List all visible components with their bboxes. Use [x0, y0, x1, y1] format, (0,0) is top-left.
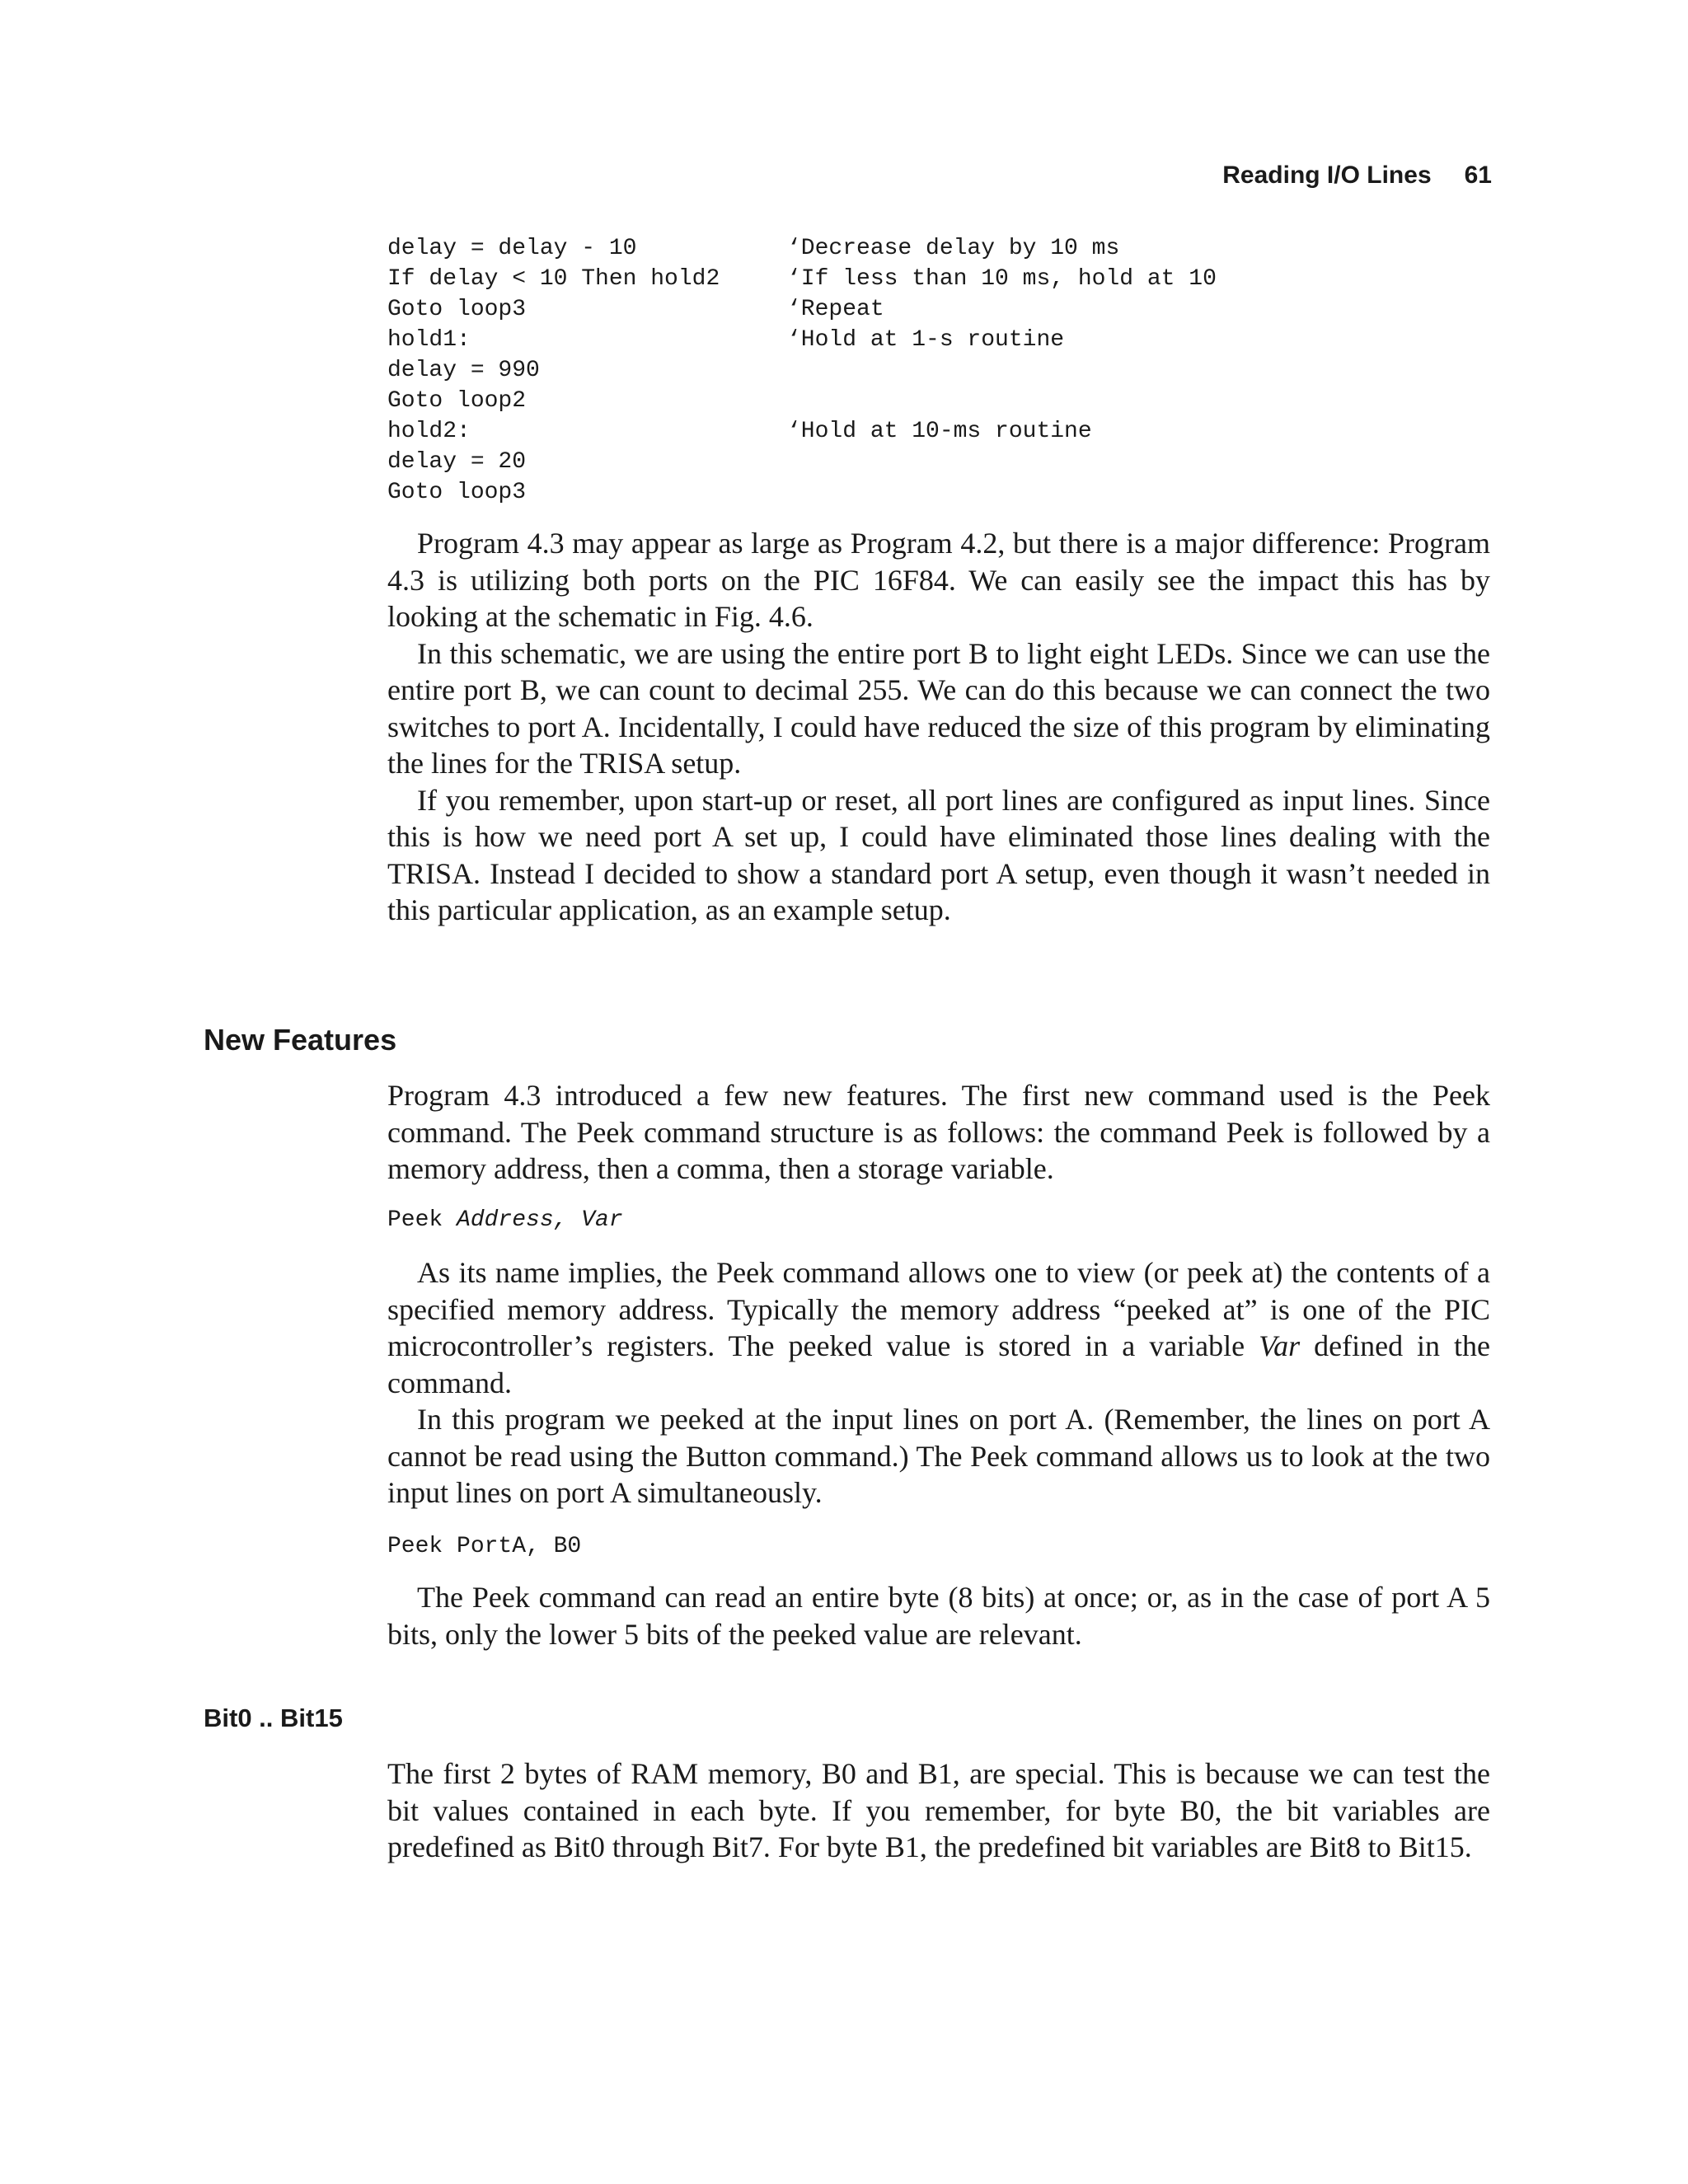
text-run: defined in the command.: [387, 1329, 1491, 1399]
code-statement: Goto loop3: [387, 480, 527, 505]
new-features-intro: [387, 1077, 1490, 1188]
code-statement: If delay < 10 Then hold2: [387, 266, 720, 292]
code-line: [387, 386, 1294, 416]
bits-text: [387, 1755, 1490, 1866]
code-line: [387, 325, 1294, 355]
code-comment: ‘Hold at 10-ms routine: [787, 419, 1092, 444]
code-statement: delay = 20: [387, 449, 527, 475]
syntax-arguments: Address, Var: [457, 1207, 623, 1233]
paragraph: Program 4.3 may appear as large as Program 4.2, but there is a major difference: Program 4.3 is utilizing both ports on the PIC 16F84. We can easily see the impact this has by looking at the schematic in Fig. 4.6.: [387, 527, 1490, 633]
text-run: As its name implies, the Peek command allows one to view (or peek at) the contents of a specified memory address. Typically the memory address “peeked at” is one of the PIC microcontroller’s registers. The peeked value is stored in a variable: [387, 1256, 1490, 1362]
code-statement: hold2:: [387, 419, 471, 444]
intro-text: [387, 525, 1490, 929]
code-statement: Goto loop3: [387, 297, 527, 322]
syntax-command: Peek: [387, 1207, 457, 1233]
paragraph: If you remember, upon start-up or reset, all port lines are configured as input lines. Since this is how we need port A set up, I could have eliminated those lines dealing with the TRISA. Instead I decided to show a standard port A setup, even though it wasn’t needed in this particular application, as an example setup.: [387, 783, 1490, 926]
var-term: Var: [1259, 1329, 1301, 1362]
code-line: [387, 264, 1294, 294]
section-heading-bits: Bit0 .. Bit15: [204, 1704, 343, 1732]
code-statement: delay = delay - 10: [387, 236, 637, 261]
paragraph: In this program we peeked at the input lines on port A. (Remember, the lines on port A cannot be read using the Button command.) The Peek command allows us to look at the two input lines on port A simultaneously.: [387, 1403, 1490, 1509]
paragraph: The first 2 bytes of RAM memory, B0 and B1, are special. This is because we can test the bit values contained in each byte. If you remember, for byte B0, the bit variables are predefined as Bit0 through Bit7. For byte B1, the predefined bit variables are Bit8 to Bit15.: [387, 1757, 1490, 1863]
code-statement: hold1:: [387, 327, 471, 353]
code-statement: delay = 990: [387, 358, 540, 383]
peek-explanation: [387, 1254, 1490, 1511]
running-header: [1222, 162, 1492, 190]
code-listing: [387, 233, 1294, 508]
code-line: [387, 355, 1294, 386]
code-line: [387, 233, 1294, 264]
peek-example-code: Peek PortA, B0: [387, 1534, 582, 1559]
paragraph: Program 4.3 introduced a few new features. The first new command used is the Peek command. The Peek command structure is as follows: the command Peek is followed by a memory address, then a comma, then a storage variable.: [387, 1079, 1490, 1185]
code-comment: ‘Decrease delay by 10 ms: [787, 236, 1120, 261]
code-line: [387, 416, 1294, 447]
code-line: [387, 447, 1294, 477]
code-comment: ‘If less than 10 ms, hold at 10: [787, 266, 1217, 292]
code-comment: ‘Repeat: [787, 297, 884, 322]
code-line: [387, 477, 1294, 508]
peek-syntax: [387, 1207, 623, 1233]
section-heading-new-features: New Features: [204, 1023, 397, 1057]
code-comment: ‘Hold at 1-s routine: [787, 327, 1065, 353]
paragraph: In this schematic, we are using the entire port B to light eight LEDs. Since we can use the entire port B, we can count to decimal 255. We can do this because we can connect the two switches to port A. Incidentally, I could have reduced the size of this program by eliminating the lines for the TRISA setup.: [387, 636, 1490, 780]
code-line: [387, 294, 1294, 325]
paragraph: [387, 1254, 1490, 1401]
peek-byte-note: [387, 1579, 1490, 1652]
page-number: 61: [1464, 162, 1492, 189]
running-title: Reading I/O Lines: [1222, 162, 1432, 189]
paragraph: The Peek command can read an entire byte (8 bits) at once; or, as in the case of port A 5 bits, only the lower 5 bits of the peeked value are relevant.: [387, 1581, 1490, 1651]
code-statement: Goto loop2: [387, 388, 527, 414]
